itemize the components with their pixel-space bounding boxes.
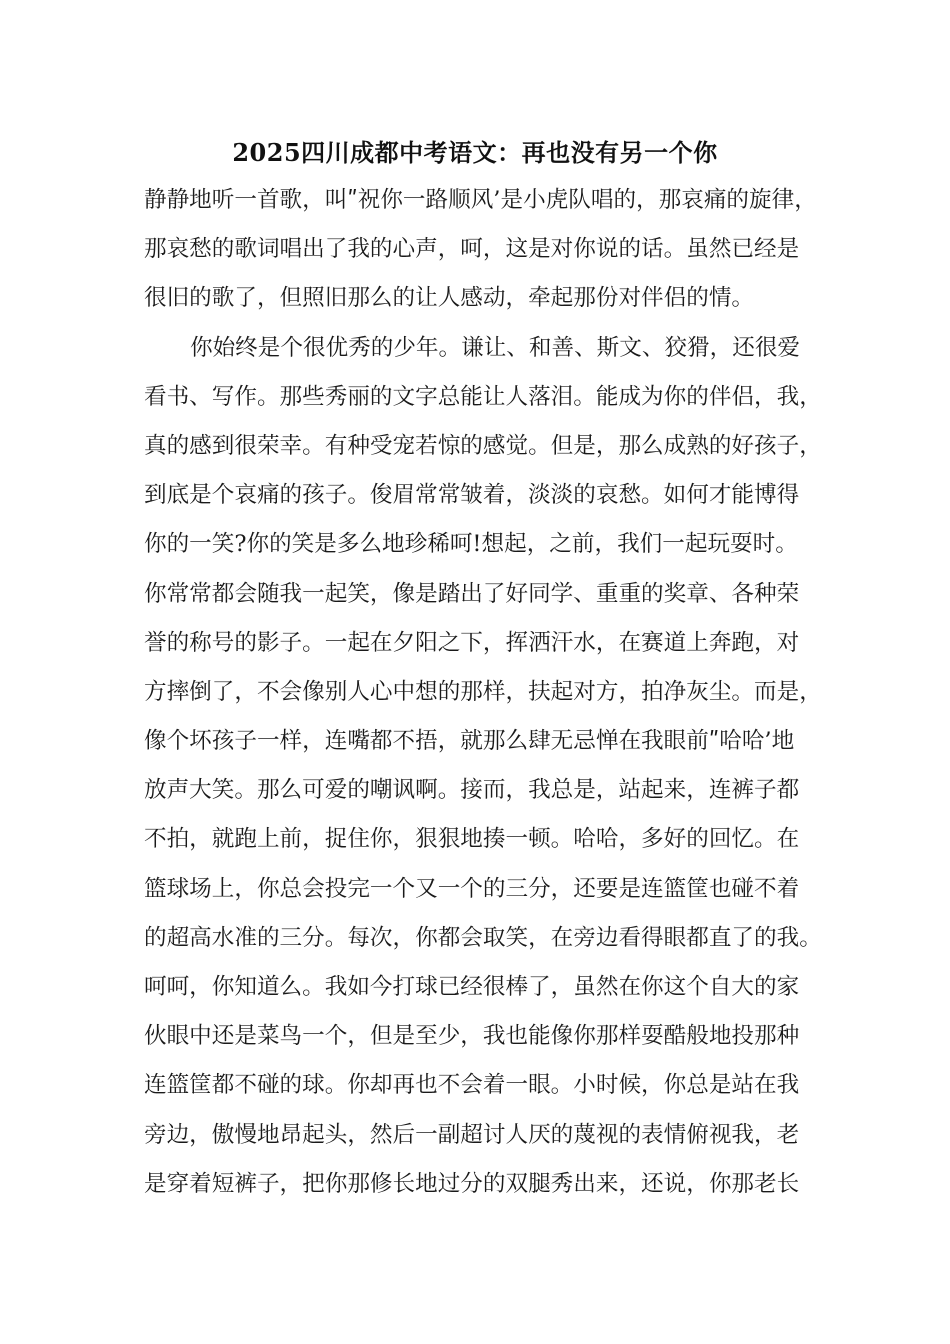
- text-line: 的超高水准的三分。每次，你都会取笑，在旁边看得眼都直了的我。: [144, 924, 822, 951]
- text-line: 到底是个哀痛的孩子。俊眉常常皱着，淡淡的哀愁。如何才能博得: [144, 482, 800, 509]
- text-line: 不拍，就跑上前，捉住你，狠狠地揍一顿。哈哈，多好的回忆。在: [144, 826, 800, 853]
- text-line: 那哀愁的歌词唱出了我的心声，呵，这是对你说的话。虽然已经是: [144, 236, 800, 263]
- text-line: 方摔倒了，不会像别人心中想的那样，扶起对方，拍净灰尘。而是，: [144, 678, 822, 705]
- text-line: 很旧的歌了，但照旧那么的让人感动，牵起那份对伴侣的情。: [144, 285, 755, 312]
- text-line: 旁边，傲慢地昂起头，然后一副超讨人厌的蔑视的表情俯视我，老: [144, 1121, 800, 1148]
- paragraph-first-line: 你始终是个很优秀的少年。谦让、和善、斯文、狡猾，还很爱: [190, 334, 801, 361]
- text-line: 伙眼中还是菜鸟一个，但是至少，我也能像你那样耍酷般地投那种: [144, 1023, 800, 1050]
- text-line: 是穿着短裤子，把你那修长地过分的双腿秀出来，还说，你那老长: [144, 1170, 800, 1197]
- text-line: 静静地听一首歌，叫ʺ祝你一路顺风’是小虎队唱的，那哀痛的旋律，: [144, 187, 817, 213]
- text-line: 像个坏孩子一样，连嘴都不捂，就那么肆无忌惮在我眼前ʺ哈哈’地: [144, 728, 795, 755]
- text-line: 连篮筐都不碰的球。你却再也不会着一眼。小时候，你总是站在我: [144, 1072, 800, 1099]
- text-line: 你常常都会随我一起笑，像是踏出了好同学、重重的奖章、各种荣: [144, 580, 800, 607]
- text-line: 真的感到很荣幸。有种受宠若惊的感觉。但是，那么成熟的好孩子，: [144, 432, 822, 459]
- text-line: 你的一笑?你的笑是多么地珍稀呵!想起，之前，我们一起玩耍时。: [144, 531, 798, 558]
- text-line: 呵呵，你知道么。我如今打球已经很棒了，虽然在你这个自大的家: [144, 974, 800, 1000]
- document-title: 2025四川成都中考语文：再也没有另一个你: [232, 138, 718, 167]
- text-line: 看书、写作。那些秀丽的文字总能让人落泪。能成为你的伴侣，我，: [144, 383, 822, 410]
- text-line: 放声大笑。那么可爱的嘲讽啊。接而，我总是，站起来，连裤子都: [144, 777, 800, 804]
- text-line: 篮球场上，你总会投完一个又一个的三分，还要是连篮筐也碰不着: [144, 875, 800, 902]
- document-body: [144, 180, 824, 1213]
- text-line: 誉的称号的影子。一起在夕阳之下，挥洒汗水，在赛道上奔跑，对: [144, 629, 800, 656]
